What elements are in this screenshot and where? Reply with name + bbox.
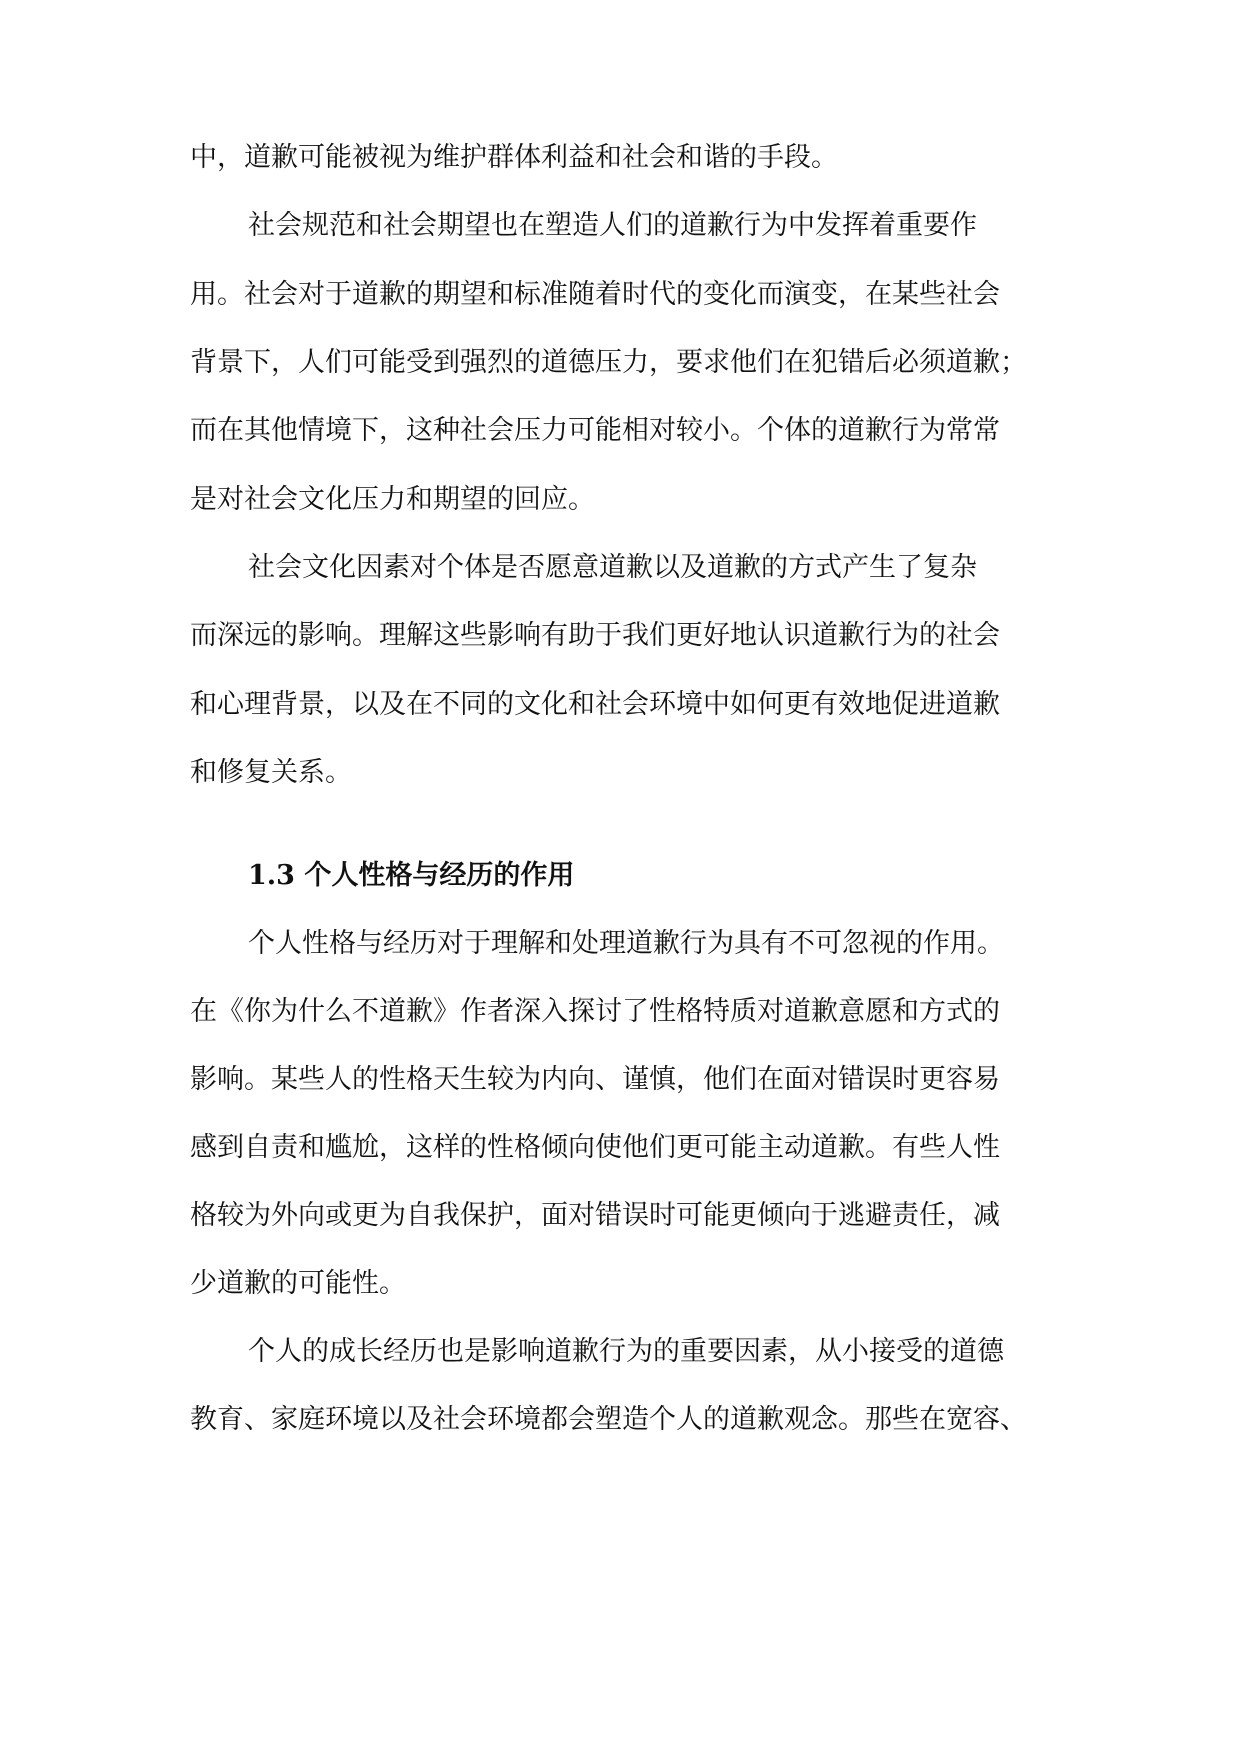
text-line: 而在其他情境下，这种社会压力可能相对较小。个体的道歉行为常常: [190, 415, 1000, 446]
text-line: 格较为外向或更为自我保护，面对错误时可能更倾向于逃避责任，减: [190, 1200, 1000, 1231]
text-line: 感到自责和尴尬，这样的性格倾向使他们更可能主动道歉。有些人性: [190, 1132, 1000, 1163]
text-line: 背景下，人们可能受到强烈的道德压力，要求他们在犯错后必须道歉；: [190, 347, 1027, 378]
text-line: 社会文化因素对个体是否愿意道歉以及道歉的方式产生了复杂: [248, 552, 977, 583]
text-line: 中，道歉可能被视为维护群体利益和社会和谐的手段。: [190, 142, 838, 173]
text-line: 和修复关系。: [190, 757, 352, 788]
text-line: 教育、家庭环境以及社会环境都会塑造个人的道歉观念。那些在宽容、: [190, 1404, 1027, 1435]
text-line: 社会规范和社会期望也在塑造人们的道歉行为中发挥着重要作: [248, 210, 977, 241]
text-line: 少道歉的可能性。: [190, 1268, 406, 1299]
text-line: 而深远的影响。理解这些影响有助于我们更好地认识道歉行为的社会: [190, 620, 1000, 651]
section-heading: 1.3 个人性格与经历的作用: [248, 860, 575, 891]
text-line: 个人性格与经历对于理解和处理道歉行为具有不可忽视的作用。: [248, 928, 1004, 959]
text-line: 用。社会对于道歉的期望和标准随着时代的变化而演变，在某些社会: [190, 279, 1000, 310]
text-line: 和心理背景，以及在不同的文化和社会环境中如何更有效地促进道歉: [190, 689, 1000, 720]
text-line: 个人的成长经历也是影响道歉行为的重要因素，从小接受的道德: [248, 1336, 1004, 1367]
text-line: 是对社会文化压力和期望的回应。: [190, 484, 595, 515]
text-line: 在《你为什么不道歉》作者深入探讨了性格特质对道歉意愿和方式的: [190, 996, 1000, 1027]
text-line: 影响。某些人的性格天生较为内向、谨慎，他们在面对错误时更容易: [190, 1064, 1000, 1095]
